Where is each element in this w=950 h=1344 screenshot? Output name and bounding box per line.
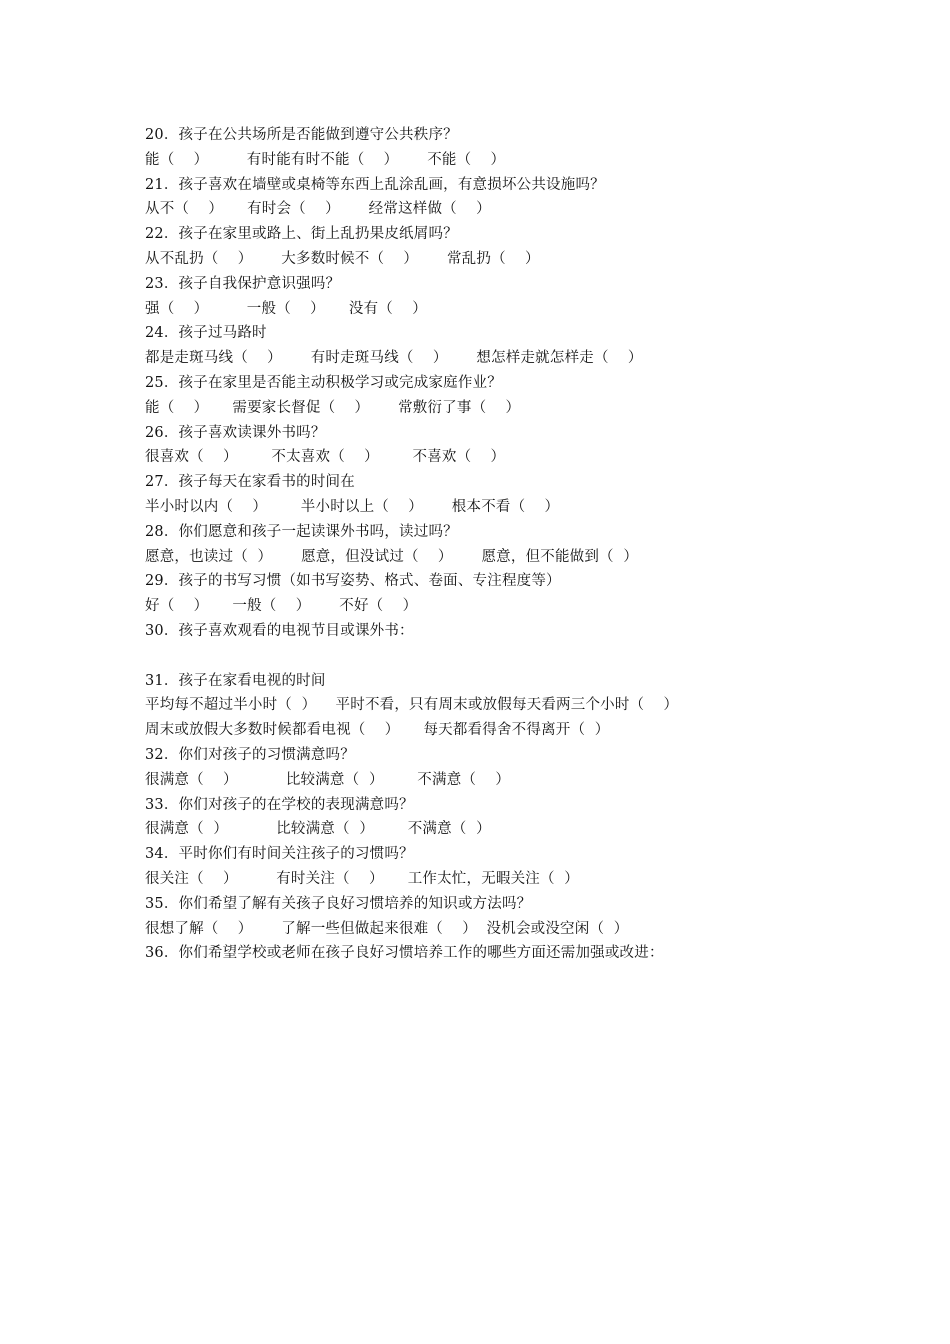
question-31: 31．孩子在家看电视的时间 [145,672,326,689]
answer-options-29: 好（ ） 一般（ ） 不好（ ） [145,598,418,615]
question-35: 35．你们希望了解有关孩子良好习惯培养的知识或方法吗？ [145,895,532,912]
question-30: 30．孩子喜欢观看的电视节目或课外书： [145,622,414,639]
question-25: 25．孩子在家里是否能主动积极学习或完成家庭作业？ [145,374,502,391]
answer-options-22: 从不乱扔（ ） 大多数时候不（ ） 常乱扔（ ） [145,250,540,267]
question-28: 28．你们愿意和孩子一起读课外书吗，读过吗？ [145,523,458,540]
answer-options-21: 从不（ ） 有时会（ ） 经常这样做（ ） [145,201,491,218]
answer-options-27: 半小时以内（ ） 半小时以上（ ） 根本不看（ ） [145,498,560,515]
question-23: 23．孩子自我保护意识强吗？ [145,275,341,292]
question-36: 36．你们希望学校或老师在孩子良好习惯培养工作的哪些方面还需加强或改进： [145,945,664,962]
answer-options-24: 都是走斑马线（ ） 有时走斑马线（ ） 想怎样走就怎样走（ ） [145,350,643,367]
answer-options-26: 很喜欢（ ） 不太喜欢（ ） 不喜欢（ ） [145,449,506,466]
answer-options-20: 能（ ） 有时能有时不能（ ） 不能（ ） [145,151,506,168]
question-27: 27．孩子每天在家看书的时间在 [145,474,355,491]
question-21: 21．孩子喜欢在墙壁或桌椅等东西上乱涂乱画，有意损坏公共设施吗？ [145,176,605,193]
answer-options-23: 强（ ） 一般（ ） 没有（ ） [145,300,427,317]
answer-options-32: 很满意（ ） 比较满意（ ） 不满意（ ） [145,771,511,788]
question-32: 32．你们对孩子的习惯满意吗？ [145,746,355,763]
answer-options-25: 能（ ） 需要家长督促（ ） 常敷衍了事（ ） [145,399,521,416]
question-29: 29．孩子的书写习惯（如书写姿势、格式、卷面、专注程度等） [145,573,561,590]
answer-options-35: 很想了解（ ） 了解一些但做起来很难（ ） 没机会或没空闲（ ） [145,920,629,937]
questionnaire-page [145,123,865,966]
question-24: 24．孩子过马路时 [145,325,267,342]
answer-options-34: 很关注（ ） 有时关注（ ） 工作太忙，无暇关注（ ） [145,870,580,887]
answer-options-31b: 周末或放假大多数时候都看电视（ ） 每天都看得舍不得离开（ ） [145,722,610,739]
answer-options-33: 很满意（ ） 比较满意（ ） 不满意（ ） [145,821,491,838]
question-22: 22．孩子在家里或路上、街上乱扔果皮纸屑吗？ [145,226,458,243]
question-34: 34．平时你们有时间关注孩子的习惯吗？ [145,846,414,863]
question-26: 26．孩子喜欢读课外书吗？ [145,424,326,441]
question-20: 20．孩子在公共场所是否能做到遵守公共秩序？ [145,127,458,143]
answer-options-28: 愿意，也读过（ ） 愿意，但没试过（ ） 愿意，但不能做到（ ） [145,548,639,565]
answer-options-31a: 平均每不超过半小时（ ） 平时不看，只有周末或放假每天看两三个小时（ ） [145,697,679,714]
answer-blank-30 [145,644,865,669]
question-33: 33．你们对孩子的在学校的表现满意吗？ [145,796,414,813]
